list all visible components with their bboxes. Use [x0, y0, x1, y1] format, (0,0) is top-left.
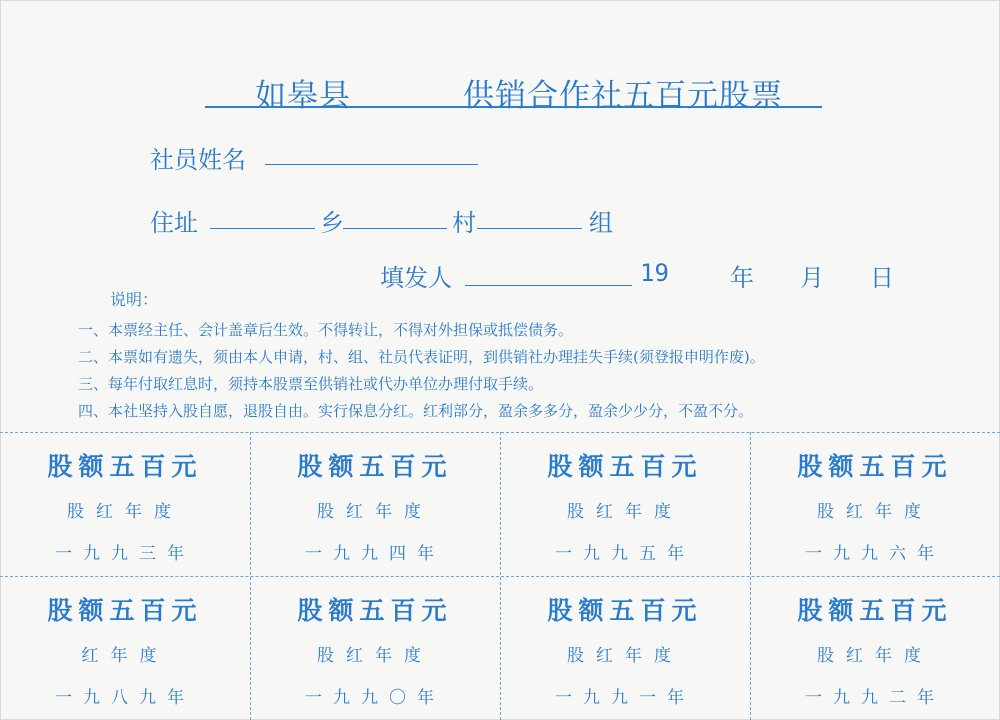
note-item: 一、本票经主任、会计盖章后生效。不得转让，不得对外担保或抵偿债务。 [78, 321, 574, 339]
coupon-year: 一九九五年 [555, 544, 695, 564]
dividend-coupon-1993[interactable] [0, 432, 250, 576]
coupon-type: 股红年度 [817, 646, 933, 666]
note-item: 三、每年付取红息时，须持本股票至供销社或代办单位办理付取手续。 [78, 375, 544, 393]
notes-heading: 说明： [110, 290, 159, 309]
coupon-type: 红年度 [81, 646, 169, 666]
village-label: 村 [452, 209, 476, 237]
group-field[interactable] [477, 228, 582, 229]
coupon-amount: 股额五百元 [47, 596, 203, 625]
village-field[interactable] [343, 228, 447, 229]
year-prefix: 19 [640, 259, 669, 287]
address-label: 住址 [150, 209, 198, 237]
dividend-coupon-1992[interactable] [750, 576, 1000, 720]
dividend-coupon-1994[interactable] [250, 432, 500, 576]
coupon-year: 一九九四年 [305, 544, 445, 564]
coupon-amount: 股额五百元 [47, 452, 203, 481]
county-title: 如皋县 [255, 78, 351, 114]
group-label: 组 [589, 209, 613, 237]
coupon-type: 股红年度 [817, 502, 933, 522]
coupon-year: 一九九六年 [805, 544, 945, 564]
coupon-amount: 股额五百元 [797, 596, 953, 625]
coupon-type: 股红年度 [317, 502, 433, 522]
coupon-year: 一九九一年 [555, 688, 695, 708]
year-label: 年 [730, 264, 754, 292]
coupon-year: 一九九三年 [55, 544, 195, 564]
coupon-amount: 股额五百元 [297, 452, 453, 481]
dividend-coupon-1990[interactable] [250, 576, 500, 720]
coupon-type: 股红年度 [567, 502, 683, 522]
coupon-year: 一九八九年 [55, 688, 195, 708]
member-name-field[interactable] [265, 164, 478, 165]
township-label: 乡 [320, 209, 344, 237]
note-item: 二、本票如有遗失，须由本人申请，村、组、社员代表证明，到供销社办理挂失手续(须登报申明作废)。 [78, 348, 765, 366]
dividend-coupon-1995[interactable] [500, 432, 750, 576]
coupon-amount: 股额五百元 [547, 452, 703, 481]
certificate-type-title: 供销合作社五百元股票 [463, 78, 783, 114]
certificate-title [205, 70, 822, 114]
coupon-amount: 股额五百元 [547, 596, 703, 625]
day-label: 日 [870, 264, 894, 292]
issuer-field[interactable] [465, 285, 632, 286]
member-name-label: 社员姓名 [150, 146, 246, 174]
coupon-amount: 股额五百元 [797, 452, 953, 481]
township-field[interactable] [210, 228, 315, 229]
dividend-coupon-1996[interactable] [750, 432, 1000, 576]
coupon-year: 一九九二年 [805, 688, 945, 708]
coupon-type: 股红年度 [317, 646, 433, 666]
coupon-amount: 股额五百元 [297, 596, 453, 625]
coupon-type: 股红年度 [67, 502, 183, 522]
dividend-coupon-1989[interactable] [0, 576, 250, 720]
month-label: 月 [800, 264, 824, 292]
note-item: 四、本社坚持入股自愿，退股自由。实行保息分红。红利部分，盈余多多分，盈余少少分，不盈不分。 [78, 402, 754, 420]
coupon-year: 一九九〇年 [305, 688, 445, 708]
issuer-label: 填发人 [380, 264, 452, 292]
coupon-type: 股红年度 [567, 646, 683, 666]
dividend-coupon-1991[interactable] [500, 576, 750, 720]
